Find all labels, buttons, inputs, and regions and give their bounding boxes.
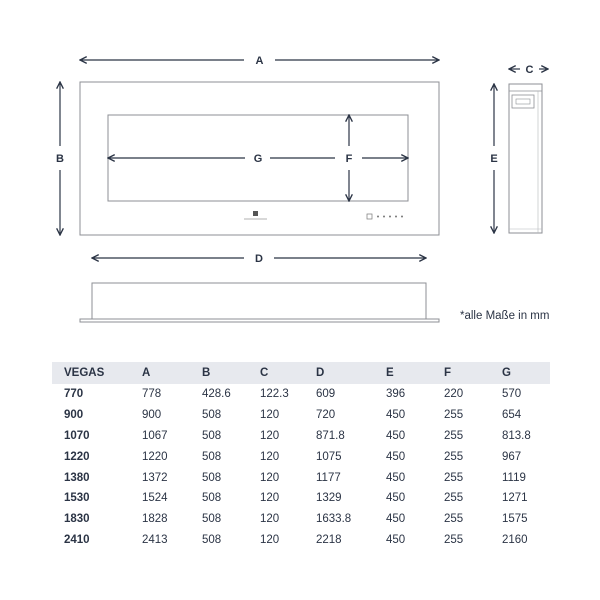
label-c: C (525, 64, 534, 76)
cell-g: 813.8 (502, 429, 531, 442)
cell-e: 450 (386, 492, 406, 505)
side-view (509, 84, 542, 233)
cell-f: 255 (444, 450, 464, 463)
cell-model: 900 (64, 409, 84, 422)
header-a: A (142, 367, 151, 379)
dimension-d (92, 253, 426, 265)
cell-f: 255 (444, 533, 464, 546)
cell-e: 450 (386, 513, 406, 526)
cell-f: 255 (444, 513, 464, 526)
label-e: E (490, 153, 498, 165)
cell-d: 1177 (316, 471, 341, 484)
cell-c: 120 (260, 492, 280, 505)
table-row (52, 530, 550, 551)
units-note: *alle Maße in mm (460, 310, 550, 322)
cell-g: 1271 (502, 492, 528, 505)
table-row (52, 467, 550, 488)
cell-d: 1329 (316, 492, 342, 505)
cell-d: 1075 (316, 450, 342, 463)
logo-icon (244, 211, 267, 219)
cell-g: 570 (502, 388, 522, 401)
header-g: G (502, 367, 511, 379)
cell-d: 1633.8 (316, 513, 352, 526)
label-d: D (255, 253, 263, 265)
cell-model: 1830 (64, 513, 90, 526)
cell-a: 1372 (142, 471, 168, 484)
top-view (80, 283, 439, 322)
cell-e: 450 (386, 409, 406, 422)
cell-c: 120 (260, 471, 280, 484)
control-buttons-icon (367, 214, 403, 219)
cell-f: 255 (444, 471, 464, 484)
cell-model: 770 (64, 388, 84, 401)
header-f: F (444, 367, 452, 379)
cell-d: 609 (316, 388, 336, 401)
dimension-a (80, 55, 439, 67)
cell-c: 122.3 (260, 388, 289, 401)
cell-d: 720 (316, 409, 336, 422)
table-header-row (52, 362, 550, 384)
label-f: F (345, 153, 353, 165)
cell-g: 1119 (502, 471, 526, 484)
header-b: B (202, 367, 211, 379)
cell-g: 654 (502, 409, 522, 422)
cell-g: 967 (502, 450, 522, 463)
label-g: G (253, 153, 263, 165)
cell-model: 1070 (64, 429, 90, 442)
cell-c: 120 (260, 450, 280, 463)
cell-e: 396 (386, 388, 406, 401)
header-model: VEGAS (64, 367, 105, 379)
cell-f: 255 (444, 492, 464, 505)
cell-f: 220 (444, 388, 464, 401)
cell-model: 2410 (64, 533, 90, 546)
cell-c: 120 (260, 513, 280, 526)
table-row (52, 509, 550, 530)
cell-a: 2413 (142, 533, 168, 546)
cell-f: 255 (444, 429, 464, 442)
table-row (52, 384, 550, 405)
label-a: A (255, 55, 264, 67)
cell-g: 2160 (502, 533, 528, 546)
cell-e: 450 (386, 533, 406, 546)
cell-c: 120 (260, 429, 280, 442)
cell-model: 1530 (64, 492, 90, 505)
cell-b: 508 (202, 533, 222, 546)
table-row (52, 446, 550, 467)
table-row (52, 405, 550, 426)
cell-b: 428.6 (202, 388, 231, 401)
header-c: C (260, 367, 269, 379)
header-d: D (316, 367, 325, 379)
cell-c: 120 (260, 409, 280, 422)
cell-a: 778 (142, 388, 162, 401)
cell-e: 450 (386, 471, 406, 484)
header-e: E (386, 367, 394, 379)
cell-a: 1828 (142, 513, 168, 526)
cell-b: 508 (202, 409, 222, 422)
cell-c: 120 (260, 533, 280, 546)
cell-a: 1220 (142, 450, 168, 463)
label-b: B (56, 153, 64, 165)
cell-b: 508 (202, 492, 222, 505)
cell-g: 1575 (502, 513, 528, 526)
cell-a: 900 (142, 409, 162, 422)
dimension-e (490, 84, 497, 233)
cell-a: 1067 (142, 429, 168, 442)
dimension-b (56, 82, 64, 235)
cell-b: 508 (202, 471, 222, 484)
dimension-g (108, 153, 408, 165)
cell-model: 1380 (64, 471, 90, 484)
dimension-f (346, 115, 353, 201)
table-row (52, 426, 550, 447)
cell-f: 255 (444, 409, 464, 422)
cell-b: 508 (202, 513, 222, 526)
cell-model: 1220 (64, 450, 90, 463)
dimension-c (509, 64, 548, 76)
cell-b: 508 (202, 429, 222, 442)
dimensions-table (52, 362, 550, 550)
table-row (52, 488, 550, 509)
cell-e: 450 (386, 429, 406, 442)
cell-e: 450 (386, 450, 406, 463)
cell-d: 2218 (316, 533, 342, 546)
cell-d: 871.8 (316, 429, 345, 442)
cell-a: 1524 (142, 492, 168, 505)
cell-b: 508 (202, 450, 222, 463)
